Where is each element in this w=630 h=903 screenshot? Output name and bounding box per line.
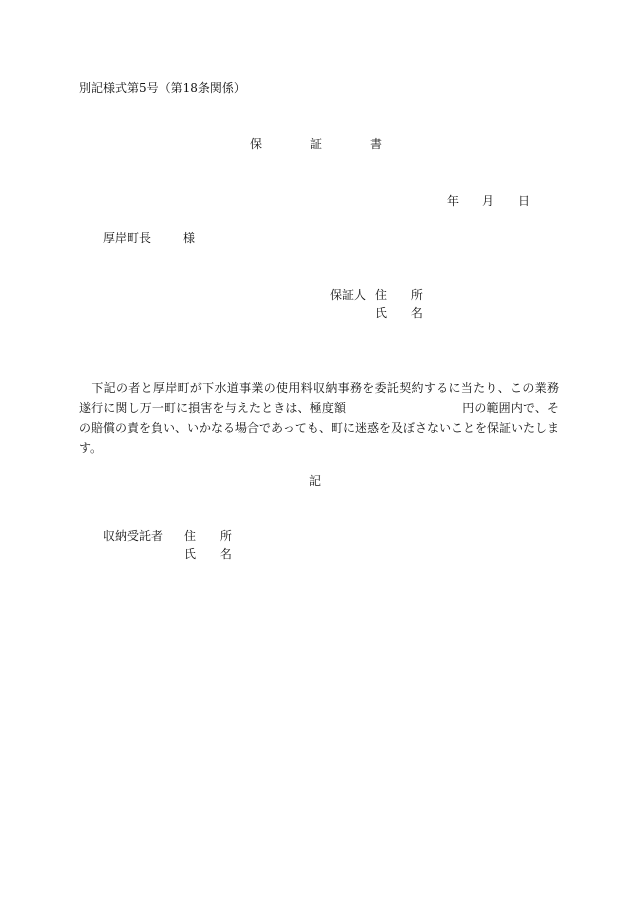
ki-heading: 記 bbox=[308, 474, 321, 488]
form-number: 別記様式第5号（第18条関係） bbox=[79, 81, 246, 95]
body-text-before-amount: 下記の者と厚岸町が下水道事業の使用料収納事務を委託契約するに当たり、この業務遂行に関し万一町に損害を与えたときは、極度額 bbox=[79, 381, 559, 415]
receiver-name-label: 氏 名 bbox=[184, 547, 242, 561]
guarantor-name-label: 氏 名 bbox=[375, 306, 433, 320]
receiver-label: 収納受託者 bbox=[103, 529, 164, 543]
body-text-after-amount: 円の範囲内で、その賠償の責を負い、いかなる場合であっても、町に迷惑を及ぼさないことを保証いたします。 bbox=[79, 401, 559, 455]
date-day: 日 bbox=[518, 194, 531, 208]
receiver-address-label: 住 所 bbox=[184, 529, 242, 543]
addressee-honorific: 様 bbox=[183, 231, 196, 245]
title-char-2: 証 bbox=[310, 137, 323, 151]
date-year: 年 bbox=[447, 194, 460, 208]
body-paragraph bbox=[79, 378, 559, 458]
guarantor-address-label: 住 所 bbox=[375, 288, 433, 302]
addressee-name: 厚岸町長 bbox=[103, 231, 152, 245]
date-month: 月 bbox=[482, 194, 495, 208]
guarantor-label: 保証人 bbox=[330, 288, 367, 302]
title-char-3: 書 bbox=[370, 137, 383, 151]
addressee bbox=[103, 230, 196, 246]
title-char-1: 保 bbox=[250, 137, 263, 151]
